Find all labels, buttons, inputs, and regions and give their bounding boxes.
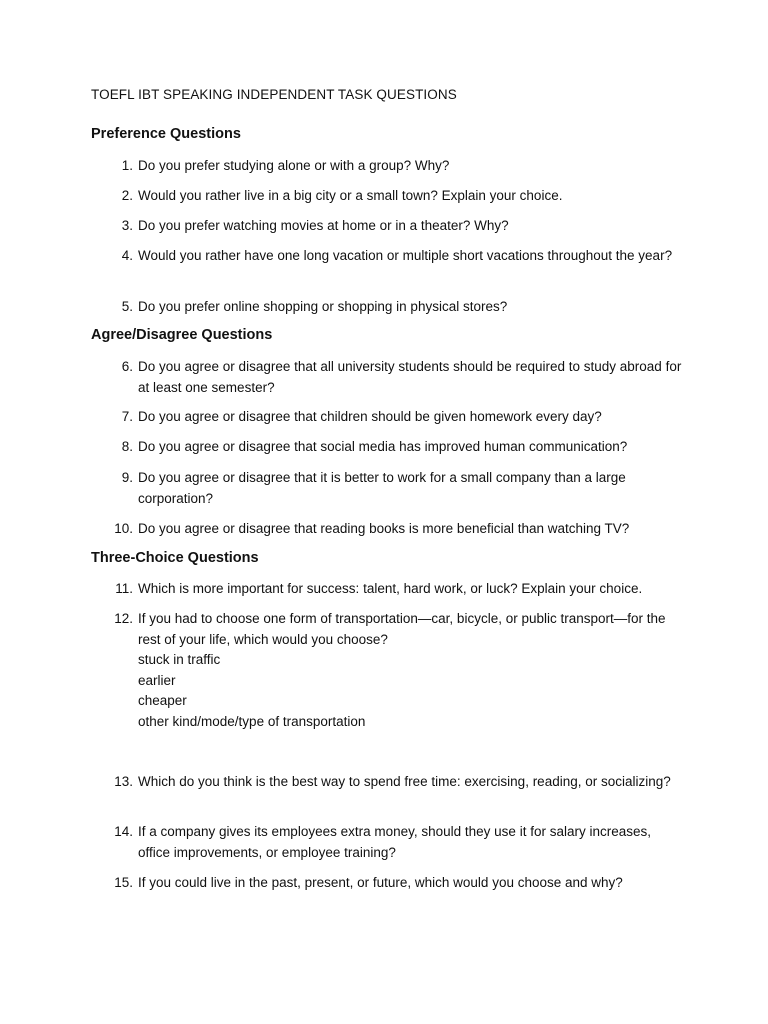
note-line: stuck in traffic bbox=[138, 652, 221, 667]
question-text: Do you agree or disagree that all university students should be required to study abroad for at least one semester? bbox=[138, 359, 682, 395]
question-text: Would you rather live in a big city or a small town? Explain your choice. bbox=[138, 188, 563, 203]
question-number: 12. bbox=[114, 611, 133, 626]
note-line: earlier bbox=[138, 672, 176, 688]
question-text: Do you agree or disagree that social media has improved human communication? bbox=[138, 439, 628, 454]
question-number: 3. bbox=[121, 218, 133, 233]
question-number: 13. bbox=[114, 774, 133, 789]
question-text: Which do you think is the best way to spend free time: exercising, reading, or socializing? bbox=[138, 774, 671, 789]
note-line: other kind/mode/type of transportation bbox=[138, 713, 366, 729]
question-text: Do you agree or disagree that reading books is more beneficial than watching TV? bbox=[138, 521, 630, 536]
question-main-text: If you had to choose one form of transportation—car, bicycle, or public transport—for the rest of your life, which would you choose? bbox=[138, 611, 666, 647]
question-number: 6. bbox=[121, 359, 133, 374]
question-text bbox=[138, 609, 686, 732]
question-number: 7. bbox=[121, 409, 133, 424]
question-number: 2. bbox=[121, 188, 133, 203]
section-heading-preference: Preference Questions bbox=[91, 126, 241, 142]
note-line: cheaper bbox=[138, 693, 187, 708]
question-number: 4. bbox=[121, 248, 133, 263]
document-title: TOEFL IBT SPEAKING INDEPENDENT TASK QUESTIONS bbox=[91, 87, 457, 102]
question-text: Do you agree or disagree that it is better to work for a small company than a large corporation? bbox=[138, 470, 626, 506]
question-text: If you could live in the past, present, or future, which would you choose and why? bbox=[138, 875, 623, 890]
question-text: Would you rather have one long vacation or multiple short vacations throughout the year? bbox=[138, 248, 673, 263]
question-number: 15. bbox=[114, 875, 133, 890]
question-notes bbox=[138, 650, 686, 732]
question-text: Which is more important for success: talent, hard work, or luck? Explain your choice. bbox=[138, 581, 643, 596]
question-number: 8. bbox=[121, 439, 133, 454]
question-text: Do you prefer watching movies at home or in a theater? Why? bbox=[138, 218, 509, 233]
question-number: 10. bbox=[114, 521, 133, 536]
question-text: Do you agree or disagree that children should be given homework every day? bbox=[138, 409, 602, 424]
section-heading-three-choice: Three-Choice Questions bbox=[91, 550, 259, 566]
question-number: 5. bbox=[121, 299, 133, 314]
question-number: 11. bbox=[115, 581, 133, 596]
question-number: 14. bbox=[114, 824, 133, 839]
question-number: 9. bbox=[121, 470, 133, 485]
question-text: If a company gives its employees extra money, should they use it for salary increases, office improvements, or employee training? bbox=[138, 824, 651, 860]
question-text: Do you prefer studying alone or with a group? Why? bbox=[138, 158, 450, 173]
question-text: Do you prefer online shopping or shopping in physical stores? bbox=[138, 299, 508, 314]
question-number: 1. bbox=[121, 158, 133, 173]
section-heading-agree-disagree: Agree/Disagree Questions bbox=[91, 327, 273, 343]
